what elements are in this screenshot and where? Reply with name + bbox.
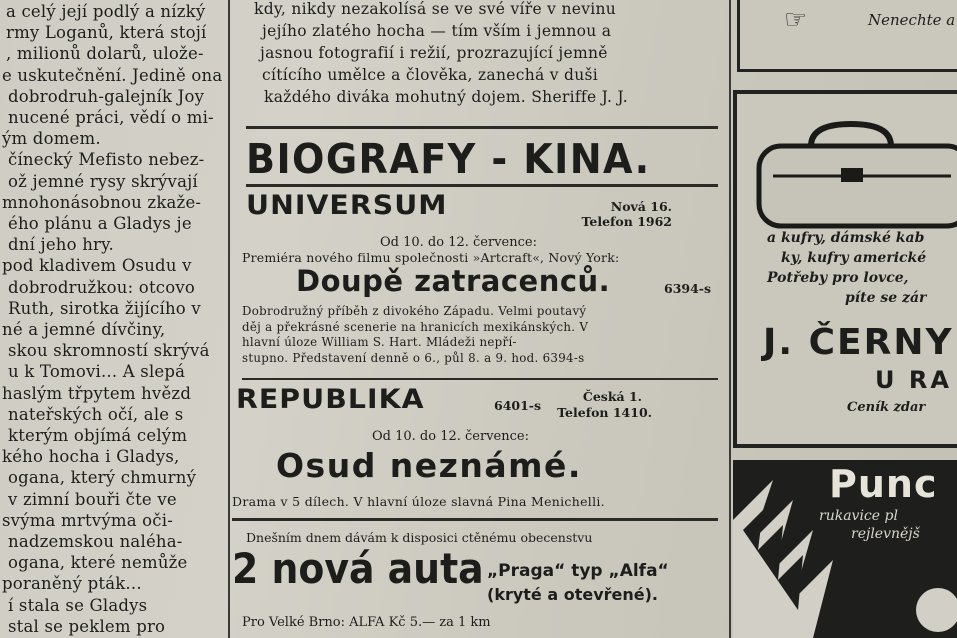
film-code: 6394-s — [664, 281, 712, 296]
article-line: a celý její podlý a nízký — [6, 2, 206, 21]
cinema-section-banner: BIOGRAFY - KINA. — [246, 135, 651, 183]
republika-code: 6401-s — [494, 398, 542, 413]
article-line: né a jemné dívčiny, — [2, 320, 166, 339]
listing-divider — [242, 378, 718, 380]
luggage-ad-catalog: Ceník zdar — [847, 400, 926, 415]
luggage-ad-company: J. ČERNY — [763, 322, 954, 363]
cars-ad-intro: Dnešním dnem dávám k disposici ctěnému obecenstvu — [246, 530, 593, 545]
review-line: jasnou fotografií i režií, prozrazující jemně — [260, 44, 608, 62]
cars-ad-headline: 2 nová auta — [232, 544, 484, 593]
article-line: í stala se Gladys — [8, 595, 148, 615]
article-line: ogana, které nemůže — [8, 553, 188, 573]
universum-premiere-note: Premiéra nového filmu společnosti »Artcraft«, Nový York: — [242, 250, 620, 265]
republika-dates: Od 10. do 12. července: — [372, 429, 529, 444]
pointing-hand-icon: ☞ — [784, 5, 808, 35]
article-line: dobrodruh-galejník Joy — [8, 86, 205, 106]
republika-address: Česká 1. — [582, 389, 642, 404]
republika-phone: Telefon 1410. — [557, 405, 652, 420]
article-line: nucené práci, vědí o mi- — [8, 108, 214, 127]
article-line: čínecký Mefisto nebez- — [8, 150, 205, 170]
universum-dates: Od 10. do 12. července: — [380, 235, 537, 250]
film-title-doupe: Doupě zatracenců. — [296, 264, 611, 298]
gloves-ad-line2: rejlevnějš — [851, 526, 920, 542]
description-line: děj a překrásné scenerie na hranicích mexikánských. V — [242, 319, 589, 334]
article-line: ým domem. — [2, 129, 101, 149]
article-line: nateřských očí, ale s — [8, 404, 184, 424]
description-line: Dobrodružný příběh z divokého Západu. Velmi poutavý — [242, 304, 587, 318]
article-line: dobrodružkou: otcovo — [8, 277, 196, 297]
luggage-ad-location: U RA — [875, 366, 952, 394]
article-line: kého hocha i Gladys, — [2, 447, 180, 467]
article-line: svýma mrtvýma oči- — [2, 510, 174, 530]
review-line: kdy, nikdy nezakolísá se ve své víře v nevinu — [254, 0, 617, 18]
cars-ad-price: Pro Velké Brno: ALFA Kč 5.— za 1 km — [242, 615, 491, 630]
column-divider-left — [228, 0, 230, 638]
luggage-ad-line: píte se zár — [845, 290, 927, 306]
article-line: rmy Loganů, která stojí — [6, 23, 207, 43]
luggage-ad-line: a kufry, dámské kab — [767, 230, 925, 246]
article-line: ož jemné rysy skrývají — [8, 171, 198, 191]
article-line: ého plánu a Gladys je — [8, 214, 192, 233]
article-line: Ruth, sirotka žijícího v — [8, 298, 201, 318]
cars-ad-models: „Praga“ typ „Alfa“ — [487, 561, 669, 581]
left-article-column — [0, 0, 226, 638]
banner-bottom-rule — [246, 184, 718, 187]
gloves-ad-line1: rukavice pl — [819, 508, 898, 524]
cinema-name-universum: UNIVERSUM — [246, 190, 448, 221]
advertisements-column — [733, 0, 957, 638]
gloves-ad-brand: Punc — [829, 462, 938, 506]
article-line: v zimní bouři čte ve — [8, 489, 177, 509]
review-line: jejího zlatého hocha — tím vším i jemnou a — [262, 22, 612, 40]
description-line: stupno. Představení denně o 6., půl 8. a 9. hod. 6394-s — [242, 350, 585, 365]
article-line: skou skromností skrývá — [8, 341, 210, 361]
review-line: cítícího umělce a člověka, zanechá v duši — [262, 66, 599, 84]
film-title-osud: Osud neznámé. — [276, 446, 582, 485]
luggage-advertisement — [733, 90, 957, 448]
description-line: hlavní úloze William S. Hart. Mládeži nepří- — [242, 335, 517, 349]
article-line: dní jeho hry. — [8, 235, 114, 255]
article-line: mnohonásobnou zkaže- — [2, 192, 202, 212]
column-divider-right — [729, 0, 731, 638]
article-line: poraněný pták... — [2, 574, 142, 594]
article-line: ogana, který chmurný — [8, 468, 197, 488]
universum-phone: Telefon 1962 — [581, 214, 672, 229]
article-line: haslým třpytem hvězd — [2, 383, 192, 403]
republika-description: Drama v 5 dílech. V hlavní úloze slavná Pina Menichelli. — [232, 494, 605, 509]
luggage-ad-line: ky, kufry americké — [781, 250, 927, 266]
article-line: , milionů dolarů, ulože- — [6, 44, 204, 64]
cars-ad-models-type: (kryté a otevřené). — [487, 585, 659, 604]
ad-divider — [232, 518, 718, 521]
article-line: kterým objímá celým — [8, 426, 188, 445]
top-ad-text: Nenechte a — [868, 11, 956, 29]
universum-address: Nová 16. — [610, 199, 672, 214]
cinema-listings-column — [232, 0, 727, 638]
article-line: stal se peklem pro — [8, 616, 166, 636]
article-line: pod kladivem Osudu v — [2, 256, 192, 276]
top-advertisement — [737, 0, 957, 72]
review-line: každého diváka mohutný dojem. Sheriffe J. J. — [264, 88, 628, 106]
banner-top-rule — [246, 126, 718, 129]
article-line: nadzemskou naléha- — [8, 532, 183, 551]
luggage-ad-line: Potřeby pro lovce, — [767, 270, 909, 286]
article-line: u k Tomovi... A slepá — [8, 362, 186, 382]
article-line: e uskutečnění. Jedině ona — [2, 65, 223, 85]
cinema-name-republika: REPUBLIKA — [236, 384, 425, 415]
gloves-advertisement — [733, 460, 957, 638]
